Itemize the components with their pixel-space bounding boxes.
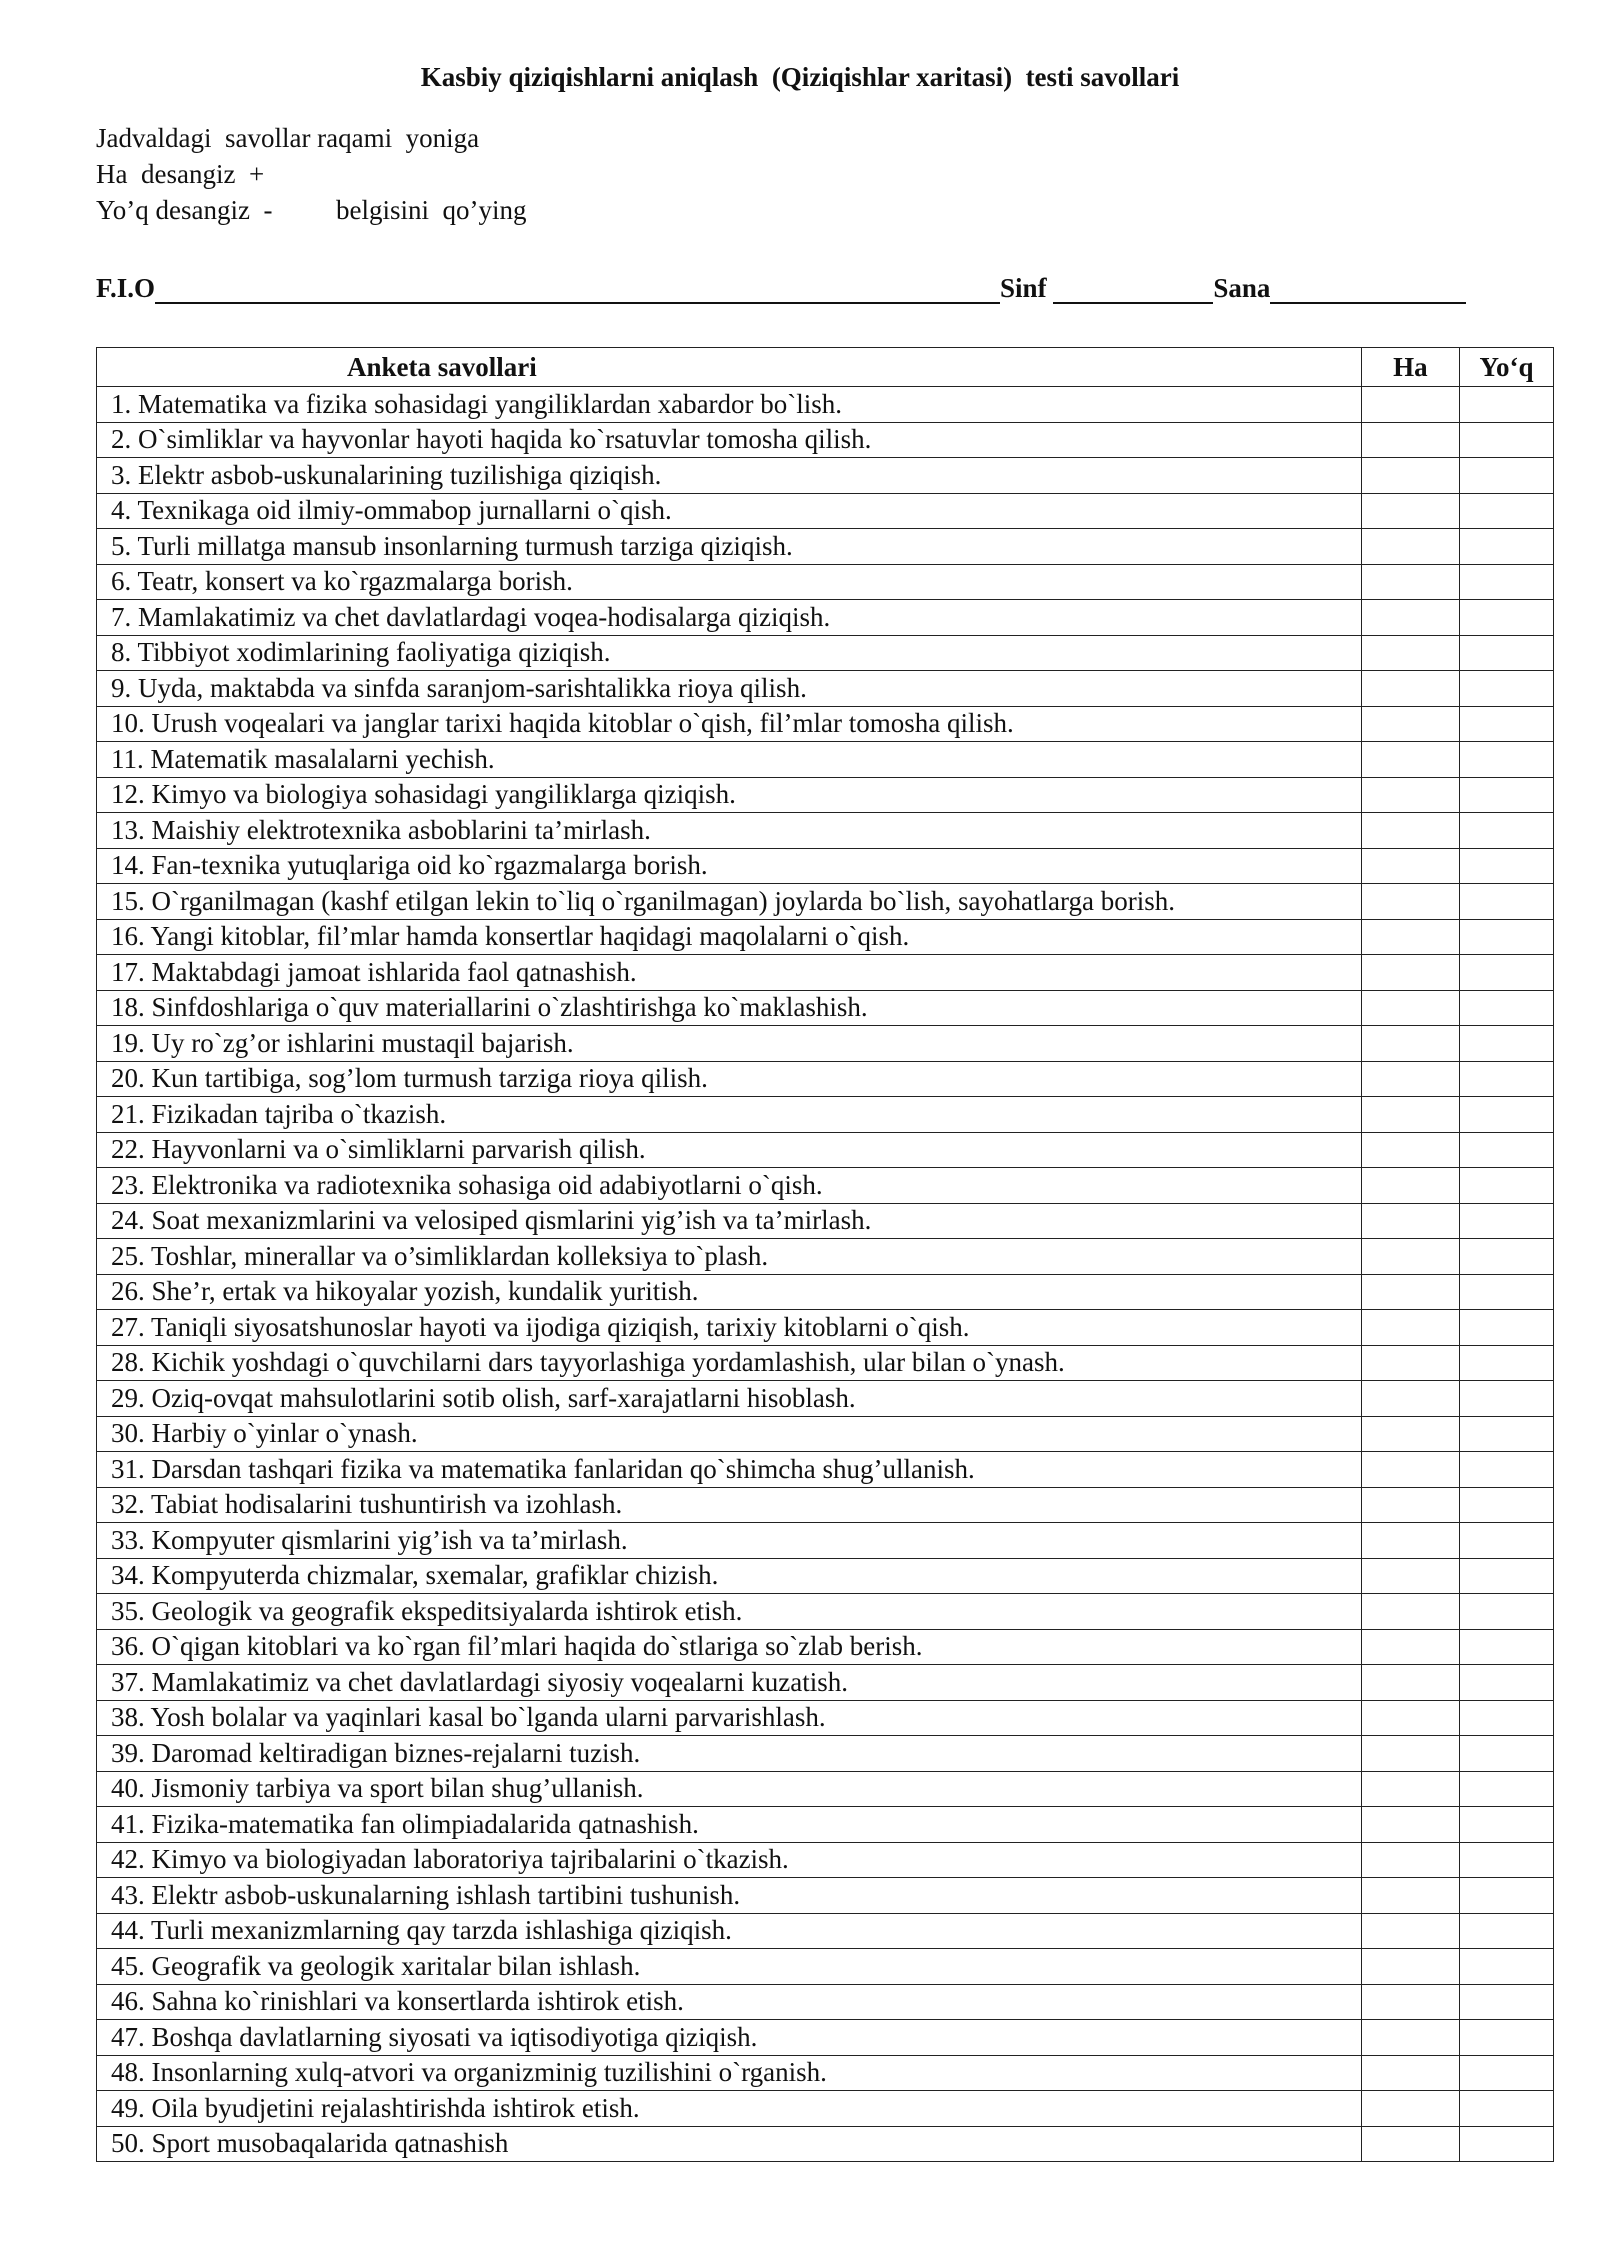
question-text: 1. Matematika va fizika sohasidagi yangiliklardan xabardor bo`lish. (97, 387, 1362, 423)
question-text: 43. Elektr asbob-uskunalarning ishlash tartibini tushunish. (97, 1878, 1362, 1914)
survey-rows (97, 387, 1554, 2162)
question-text: 15. O`rganilmagan (kashf etilgan lekin to`liq o`rganilmagan) joylarda bo`lish, sayohatlarga borish. (97, 884, 1362, 920)
table-row (97, 706, 1554, 742)
question-text: 19. Uy ro`zg’or ishlarini mustaqil bajarish. (97, 1026, 1362, 1062)
answer-yes-cell[interactable] (1361, 493, 1459, 529)
table-row (97, 955, 1554, 991)
answer-no-cell[interactable] (1459, 1452, 1553, 1488)
table-row (97, 1203, 1554, 1239)
answer-no-cell[interactable] (1459, 1097, 1553, 1133)
question-text: 39. Daromad keltiradigan biznes-rejalarni tuzish. (97, 1736, 1362, 1772)
answer-no-cell[interactable] (1459, 1558, 1553, 1594)
question-text: 47. Boshqa davlatlarning siyosati va iqtisodiyotiga qiziqish. (97, 2020, 1362, 2056)
question-text: 32. Tabiat hodisalarini tushuntirish va izohlash. (97, 1487, 1362, 1523)
question-text: 20. Kun tartibiga, sog’lom turmush tarziga rioya qilish. (97, 1061, 1362, 1097)
answer-no-cell[interactable] (1459, 422, 1553, 458)
table-row (97, 493, 1554, 529)
answer-no-cell[interactable] (1459, 1807, 1553, 1843)
answer-yes-cell[interactable] (1361, 1807, 1459, 1843)
table-row (97, 564, 1554, 600)
instruction-line-3 (96, 192, 527, 228)
answer-yes-cell[interactable] (1361, 777, 1459, 813)
question-text: 2. O`simliklar va hayvonlar hayoti haqida ko`rsatuvlar tomosha qilish. (97, 422, 1362, 458)
table-row (97, 1700, 1554, 1736)
answer-yes-cell[interactable] (1361, 1026, 1459, 1062)
answer-yes-cell[interactable] (1361, 813, 1459, 849)
answer-yes-cell[interactable] (1361, 1523, 1459, 1559)
table-row (97, 1310, 1554, 1346)
answer-no-cell[interactable] (1459, 1949, 1553, 1985)
answer-yes-cell[interactable] (1361, 458, 1459, 494)
answer-yes-cell[interactable] (1361, 2126, 1459, 2162)
sana-label: Sana (1213, 273, 1271, 303)
question-text: 5. Turli millatga mansub insonlarning turmush tarziga qiziqish. (97, 529, 1362, 565)
question-text: 46. Sahna ko`rinishlari va konsertlarda ishtirok etish. (97, 1984, 1362, 2020)
question-text: 18. Sinfdoshlariga o`quv materiallarini o`zlashtirishga ko`maklashish. (97, 990, 1362, 1026)
question-text: 22. Hayvonlarni va o`simliklarni parvarish qilish. (97, 1132, 1362, 1168)
table-row (97, 742, 1554, 778)
table-row (97, 1274, 1554, 1310)
answer-no-cell[interactable] (1459, 1842, 1553, 1878)
question-text: 42. Kimyo va biologiyadan laboratoriya tajribalarini o`tkazish. (97, 1842, 1362, 1878)
question-text: 36. O`qigan kitoblari va ko`rgan fil’mlari haqida do`stlariga so`zlab berish. (97, 1629, 1362, 1665)
table-row (97, 1913, 1554, 1949)
table-row (97, 884, 1554, 920)
table-row (97, 1416, 1554, 1452)
answer-yes-cell[interactable] (1361, 848, 1459, 884)
answer-yes-cell[interactable] (1361, 2020, 1459, 2056)
question-text: 8. Tibbiyot xodimlarining faoliyatiga qiziqish. (97, 635, 1362, 671)
question-text: 35. Geologik va geografik ekspeditsiyalarda ishtirok etish. (97, 1594, 1362, 1630)
table-row (97, 1026, 1554, 1062)
table-row (97, 1984, 1554, 2020)
table-row (97, 1132, 1554, 1168)
table-row (97, 1807, 1554, 1843)
question-text: 31. Darsdan tashqari fizika va matematika fanlaridan qo`shimcha shug’ullanish. (97, 1452, 1362, 1488)
question-text: 6. Teatr, konsert va ko`rgazmalarga borish. (97, 564, 1362, 600)
table-row (97, 1239, 1554, 1275)
table-row (97, 2055, 1554, 2091)
question-text: 37. Mamlakatimiz va chet davlatlardagi siyosiy voqealarni kuzatish. (97, 1665, 1362, 1701)
survey-table (96, 347, 1554, 2162)
question-text: 10. Urush voqealari va janglar tarixi haqida kitoblar o`qish, fil’mlar tomosha qilish. (97, 706, 1362, 742)
answer-no-cell[interactable] (1459, 635, 1553, 671)
table-row (97, 671, 1554, 707)
answer-yes-cell[interactable] (1361, 1416, 1459, 1452)
answer-no-cell[interactable] (1459, 848, 1553, 884)
answer-no-cell[interactable] (1459, 1913, 1553, 1949)
answer-no-cell[interactable] (1459, 1878, 1553, 1914)
instruction-mark-label: belgisini qo’ying (336, 195, 527, 225)
answer-yes-cell[interactable] (1361, 1345, 1459, 1381)
answer-no-cell[interactable] (1459, 564, 1553, 600)
instruction-line-2: Ha desangiz + (96, 159, 265, 189)
answer-yes-cell[interactable] (1361, 1878, 1459, 1914)
answer-no-cell[interactable] (1459, 1168, 1553, 1204)
table-row (97, 1878, 1554, 1914)
answer-no-cell[interactable] (1459, 1381, 1553, 1417)
table-row (97, 1061, 1554, 1097)
answer-no-cell[interactable] (1459, 990, 1553, 1026)
question-text: 50. Sport musobaqalarida qatnashish (97, 2126, 1362, 2162)
answer-yes-cell[interactable] (1361, 1949, 1459, 1985)
fio-label: F.I.O (96, 273, 156, 303)
answer-yes-cell[interactable] (1361, 919, 1459, 955)
answer-yes-cell[interactable] (1361, 1274, 1459, 1310)
answer-yes-cell[interactable] (1361, 1239, 1459, 1275)
question-text: 17. Maktabdagi jamoat ishlarida faol qatnashish. (97, 955, 1362, 991)
header-questions: Anketa savollari (97, 348, 1362, 387)
question-text: 29. Oziq-ovqat mahsulotlarini sotib olish, sarf-xarajatlarni hisoblash. (97, 1381, 1362, 1417)
question-text: 30. Harbiy o`yinlar o`ynash. (97, 1416, 1362, 1452)
table-row (97, 458, 1554, 494)
answer-no-cell[interactable] (1459, 387, 1553, 423)
question-text: 16. Yangi kitoblar, fil’mlar hamda konsertlar haqidagi maqolalarni o`qish. (97, 919, 1362, 955)
question-text: 40. Jismoniy tarbiya va sport bilan shug’ullanish. (97, 1771, 1362, 1807)
answer-no-cell[interactable] (1459, 1132, 1553, 1168)
header-yes: Ha (1361, 348, 1459, 387)
question-text: 13. Maishiy elektrotexnika asboblarini ta’mirlash. (97, 813, 1362, 849)
answer-no-cell[interactable] (1459, 813, 1553, 849)
table-row (97, 1949, 1554, 1985)
answer-no-cell[interactable] (1459, 777, 1553, 813)
table-row (97, 1842, 1554, 1878)
answer-yes-cell[interactable] (1361, 990, 1459, 1026)
question-text: 34. Kompyuterda chizmalar, sxemalar, grafiklar chizish. (97, 1558, 1362, 1594)
question-text: 14. Fan-texnika yutuqlariga oid ko`rgazmalarga borish. (97, 848, 1362, 884)
question-text: 4. Texnikaga oid ilmiy-ommabop jurnallarni o`qish. (97, 493, 1362, 529)
answer-no-cell[interactable] (1459, 1736, 1553, 1772)
answer-yes-cell[interactable] (1361, 2055, 1459, 2091)
answer-yes-cell[interactable] (1361, 1310, 1459, 1346)
answer-no-cell[interactable] (1459, 1203, 1553, 1239)
answer-no-cell[interactable] (1459, 458, 1553, 494)
answer-no-cell[interactable] (1459, 1061, 1553, 1097)
answer-yes-cell[interactable] (1361, 1097, 1459, 1133)
answer-no-cell[interactable] (1459, 1594, 1553, 1630)
question-text: 9. Uyda, maktabda va sinfda saranjom-sarishtalikka rioya qilish. (97, 671, 1362, 707)
table-row (97, 1629, 1554, 1665)
table-row (97, 1097, 1554, 1133)
answer-yes-cell[interactable] (1361, 1381, 1459, 1417)
sinf-label: Sinf (1000, 273, 1054, 303)
answer-yes-cell[interactable] (1361, 1594, 1459, 1630)
question-text: 25. Toshlar, minerallar va o’simliklardan kolleksiya to`plash. (97, 1239, 1362, 1275)
question-text: 3. Elektr asbob-uskunalarining tuzilishiga qiziqish. (97, 458, 1362, 494)
answer-yes-cell[interactable] (1361, 1842, 1459, 1878)
table-row (97, 529, 1554, 565)
answer-yes-cell[interactable] (1361, 1132, 1459, 1168)
answer-no-cell[interactable] (1459, 1665, 1553, 1701)
answer-yes-cell[interactable] (1361, 884, 1459, 920)
answer-no-cell[interactable] (1459, 1984, 1553, 2020)
table-row (97, 848, 1554, 884)
answer-yes-cell[interactable] (1361, 635, 1459, 671)
table-row (97, 1523, 1554, 1559)
table-row (97, 2020, 1554, 2056)
question-text: 38. Yosh bolalar va yaqinlari kasal bo`lganda ularni parvarishlash. (97, 1700, 1362, 1736)
answer-no-cell[interactable] (1459, 2020, 1553, 2056)
question-text: 26. She’r, ertak va hikoyalar yozish, kundalik yuritish. (97, 1274, 1362, 1310)
table-row (97, 1168, 1554, 1204)
answer-yes-cell[interactable] (1361, 1061, 1459, 1097)
table-row (97, 1665, 1554, 1701)
table-row (97, 1345, 1554, 1381)
answer-no-cell[interactable] (1459, 706, 1553, 742)
answer-yes-cell[interactable] (1361, 1665, 1459, 1701)
answer-yes-cell[interactable] (1361, 742, 1459, 778)
answer-yes-cell[interactable] (1361, 529, 1459, 565)
question-text: 23. Elektronika va radiotexnika sohasiga oid adabiyotlarni o`qish. (97, 1168, 1362, 1204)
answer-no-cell[interactable] (1459, 600, 1553, 636)
question-text: 48. Insonlarning xulq-atvori va organizminig tuzilishini o`rganish. (97, 2055, 1362, 2091)
table-row (97, 990, 1554, 1026)
instructions (96, 120, 527, 228)
table-row (97, 1558, 1554, 1594)
answer-no-cell[interactable] (1459, 884, 1553, 920)
table-row (97, 1771, 1554, 1807)
answer-no-cell[interactable] (1459, 493, 1553, 529)
answer-no-cell[interactable] (1459, 671, 1553, 707)
answer-no-cell[interactable] (1459, 919, 1553, 955)
table-row (97, 1736, 1554, 1772)
answer-no-cell[interactable] (1459, 1310, 1553, 1346)
table-row (97, 1487, 1554, 1523)
answer-yes-cell[interactable] (1361, 1984, 1459, 2020)
question-text: 27. Taniqli siyosatshunoslar hayoti va ijodiga qiziqish, tarixiy kitoblarni o`qish. (97, 1310, 1362, 1346)
answer-yes-cell[interactable] (1361, 1558, 1459, 1594)
table-row (97, 422, 1554, 458)
sinf-field[interactable] (1053, 276, 1213, 304)
answer-yes-cell[interactable] (1361, 1168, 1459, 1204)
answer-yes-cell[interactable] (1361, 1700, 1459, 1736)
question-text: 41. Fizika-matematika fan olimpiadalarida qatnashish. (97, 1807, 1362, 1843)
question-text: 11. Matematik masalalarni yechish. (97, 742, 1362, 778)
table-row (97, 777, 1554, 813)
answer-no-cell[interactable] (1459, 1629, 1553, 1665)
question-text: 7. Mamlakatimiz va chet davlatlardagi voqea-hodisalarga qiziqish. (97, 600, 1362, 636)
header-no: Yo‘q (1459, 348, 1553, 387)
answer-no-cell[interactable] (1459, 529, 1553, 565)
table-row (97, 2091, 1554, 2127)
answer-yes-cell[interactable] (1361, 1736, 1459, 1772)
answer-no-cell[interactable] (1459, 1416, 1553, 1452)
answer-yes-cell[interactable] (1361, 671, 1459, 707)
question-text: 24. Soat mexanizmlarini va velosiped qismlarini yig’ish va ta’mirlash. (97, 1203, 1362, 1239)
answer-yes-cell[interactable] (1361, 1487, 1459, 1523)
table-row (97, 600, 1554, 636)
fio-field[interactable] (155, 276, 1000, 304)
question-text: 12. Kimyo va biologiya sohasidagi yangiliklarga qiziqish. (97, 777, 1362, 813)
answer-no-cell[interactable] (1459, 1345, 1553, 1381)
answer-yes-cell[interactable] (1361, 564, 1459, 600)
answer-yes-cell[interactable] (1361, 422, 1459, 458)
table-row (97, 813, 1554, 849)
answer-no-cell[interactable] (1459, 742, 1553, 778)
question-text: 49. Oila byudjetini rejalashtirishda ishtirok etish. (97, 2091, 1362, 2127)
table-header-row (97, 348, 1554, 387)
answer-yes-cell[interactable] (1361, 1913, 1459, 1949)
table-row (97, 1381, 1554, 1417)
table-row (97, 635, 1554, 671)
answer-no-cell[interactable] (1459, 1523, 1553, 1559)
page-title: Kasbiy qiziqishlarni aniqlash (Qiziqishlar xaritasi) testi savollari (420, 62, 1180, 92)
instruction-line-1: Jadvaldagi savollar raqami yoniga (96, 123, 480, 153)
answer-yes-cell[interactable] (1361, 387, 1459, 423)
student-info-row (96, 268, 1496, 304)
answer-no-cell[interactable] (1459, 1026, 1553, 1062)
answer-no-cell[interactable] (1459, 1487, 1553, 1523)
answer-yes-cell[interactable] (1361, 1771, 1459, 1807)
instruction-no-label: Yo’q desangiz - (96, 195, 273, 225)
table-row (97, 2126, 1554, 2162)
answer-yes-cell[interactable] (1361, 1203, 1459, 1239)
table-row (97, 1452, 1554, 1488)
table-row (97, 1594, 1554, 1630)
question-text: 33. Kompyuter qismlarini yig’ish va ta’mirlash. (97, 1523, 1362, 1559)
question-text: 21. Fizikadan tajriba o`tkazish. (97, 1097, 1362, 1133)
answer-no-cell[interactable] (1459, 2091, 1553, 2127)
answer-yes-cell[interactable] (1361, 1629, 1459, 1665)
answer-yes-cell[interactable] (1361, 955, 1459, 991)
answer-yes-cell[interactable] (1361, 2091, 1459, 2127)
answer-yes-cell[interactable] (1361, 600, 1459, 636)
question-text: 44. Turli mexanizmlarning qay tarzda ishlashiga qiziqish. (97, 1913, 1362, 1949)
answer-yes-cell[interactable] (1361, 706, 1459, 742)
answer-no-cell[interactable] (1459, 1771, 1553, 1807)
answer-no-cell[interactable] (1459, 1239, 1553, 1275)
answer-no-cell[interactable] (1459, 2126, 1553, 2162)
answer-no-cell[interactable] (1459, 1274, 1553, 1310)
table-row (97, 387, 1554, 423)
answer-no-cell[interactable] (1459, 2055, 1553, 2091)
answer-yes-cell[interactable] (1361, 1452, 1459, 1488)
answer-no-cell[interactable] (1459, 955, 1553, 991)
question-text: 45. Geografik va geologik xaritalar bilan ishlash. (97, 1949, 1362, 1985)
table-row (97, 919, 1554, 955)
question-text: 28. Kichik yoshdagi o`quvchilarni dars tayyorlashiga yordamlashish, ular bilan o`ynash. (97, 1345, 1362, 1381)
answer-no-cell[interactable] (1459, 1700, 1553, 1736)
sana-field[interactable] (1270, 276, 1466, 304)
